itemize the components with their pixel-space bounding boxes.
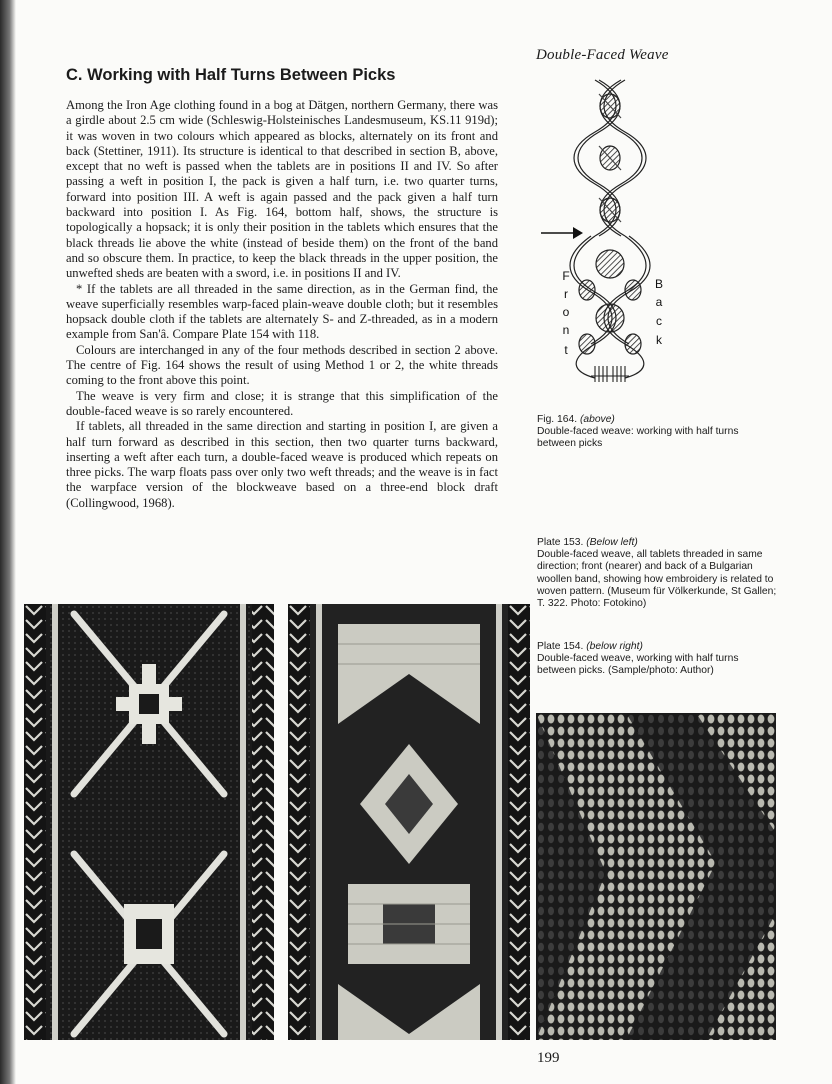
- front-label-letter: n: [562, 323, 570, 337]
- paragraph: Among the Iron Age clothing found in a bog at Dätgen, northern Germany, there was a girdle about 2.5 cm wide (Schleswig-Holsteinisches Landesmuseum, KS.11 919d); it was woven in two colours which appeared as blocks, alternately on its front and back (Stettiner, 1911). Its structure is identical to that described in section B, above, except that no weft is passed when the tablets are in positions II and IV. So after passing a weft in position I, the pack is given a half turn, i.e. two quarter turns, forward into position III. A weft is again passed and the pack given a half turn backward into position I. As Fig. 164, bottom half, shows, the structure is topologically a hopsack; it is only their position in the tablets which ensures that the black threads lie above the white (instead of beside them) on the front of the band and so obscure them. In practice, to keep the black threads in the upper position, the unwefted sheds are beaten with a sword, i.e. in positions II and IV.: [66, 98, 498, 281]
- section-heading: C. Working with Half Turns Between Picks: [66, 66, 396, 84]
- page-number: 199: [537, 1050, 560, 1066]
- back-label-letter: k: [656, 333, 662, 347]
- plate-153-caption: [537, 537, 777, 610]
- weave-structure-drawing: [533, 76, 683, 386]
- body-text: [66, 98, 498, 511]
- upper-cord-pattern: [574, 80, 646, 236]
- caption-text: Double-faced weave: working with half turns between picks: [537, 426, 739, 450]
- front-label-letter: t: [564, 343, 568, 357]
- front-label-letter: r: [564, 287, 568, 301]
- front-label-letter: F: [562, 269, 570, 283]
- fig-164-caption: [537, 414, 777, 451]
- caption-text: Double-faced weave, working with half turns between picks. (Sample/photo: Author): [537, 653, 739, 677]
- plate-153-front-photo: [24, 604, 274, 1040]
- paragraph: Colours are interchanged in any of the four methods described in section 2 above. The centre of Fig. 164 shows the result of using Method 1 or 2, the white threads coming to the front above this point.: [66, 342, 498, 388]
- caption-position: (above): [579, 414, 615, 425]
- back-label-letter: a: [655, 295, 663, 309]
- paragraph: If tablets, all threaded in the same direction and starting in position I, are given a half turn forward as described in this section, then two quarter turns backward, inserting a weft after each turn, a double-faced weave is produced which repeats on three picks. The warp floats pass over only two weft threads; and the weave is in fact the warpface version of the blockweave based on a three-end block draft (Collingwood, 1968).: [66, 419, 498, 510]
- paragraph: The weave is very firm and close; it is strange that this simplification of the double-faced weave is so rarely encountered.: [66, 388, 498, 418]
- front-label-letter: o: [562, 305, 570, 319]
- paragraph: * If the tablets are all threaded in the same direction, as in the German find, the weave superficially resembles warp-faced plain-weave double cloth; but it resembles hopsack double cloth if the tablets are alternately S- and Z-threaded, as in a modern example from San'â. Compare Plate 154 with 118.: [66, 281, 498, 342]
- plate-154-photo: [536, 713, 776, 1040]
- plate-153-back-photo: [288, 604, 530, 1040]
- lower-cord-pattern: [570, 236, 650, 378]
- caption-text: Double-faced weave, all tablets threaded in same direction; front (nearer) and back of a Bulgarian woollen band, showing how embroidery is related to woven pattern. (Museum für Völkerkunde, St Gallen; T. 322. Photo: Fotokino): [537, 549, 777, 610]
- fig-164-diagram: [533, 76, 683, 386]
- caption-label: Plate 154.: [537, 641, 584, 652]
- caption-label: Plate 153.: [537, 537, 584, 548]
- back-label-letter: c: [656, 314, 662, 328]
- caption-position: (below right): [586, 641, 643, 652]
- caption-position: (Below left): [586, 537, 638, 548]
- pointer-arrow-icon: [541, 227, 583, 239]
- caption-label: Fig. 164.: [537, 414, 578, 425]
- running-head: Double-Faced Weave: [536, 47, 669, 63]
- warp-fringe: [591, 366, 629, 382]
- back-label-letter: B: [654, 277, 664, 291]
- plate-154-caption: [537, 641, 777, 678]
